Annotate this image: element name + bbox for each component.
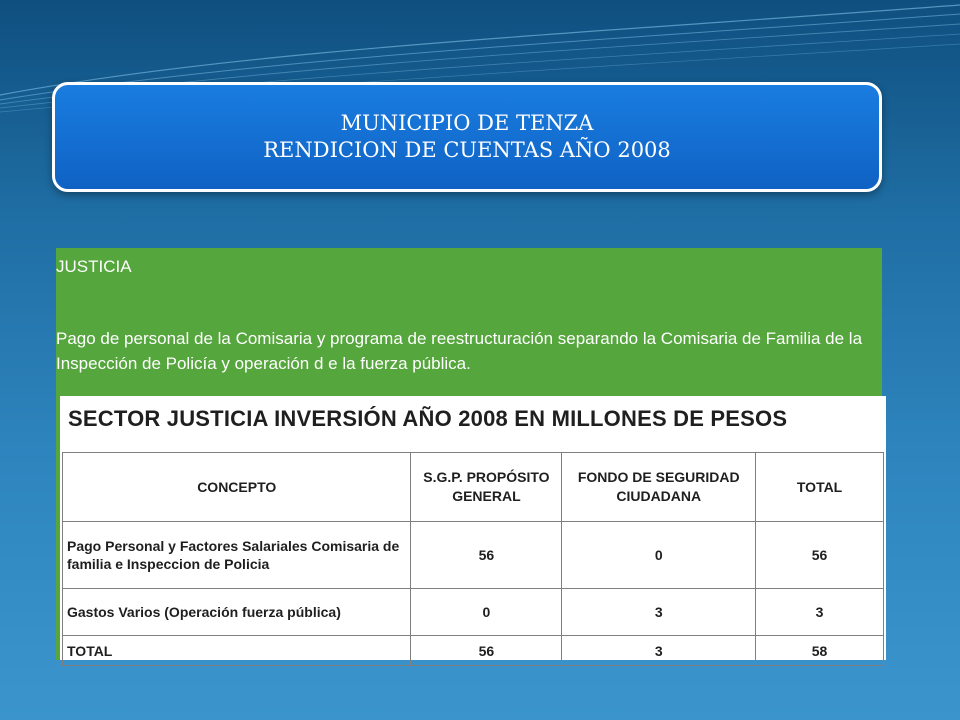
cell-fondo: 0 (562, 522, 756, 589)
cell-total: 56 (756, 522, 884, 589)
table-header-row (63, 453, 884, 522)
header-concept: CONCEPTO (63, 453, 411, 522)
cell-concept: Gastos Varios (Operación fuerza pública) (63, 589, 411, 636)
section-description: Pago de personal de la Comisaria y programa de reestructuración separando la Comisaria de Familia de la Inspección de Policía y operación d e la fuerza pública. (56, 329, 863, 373)
cell-concept: Pago Personal y Factores Salariales Comisaria de familia e Inspeccion de Policia (63, 522, 411, 589)
cell-sgp: 0 (411, 589, 562, 636)
section-heading: JUSTICIA (56, 257, 132, 276)
cell-concept: TOTAL (63, 636, 411, 666)
cell-total: 3 (756, 589, 884, 636)
cell-total: 58 (756, 636, 884, 666)
table-row (63, 522, 884, 589)
table-row (63, 589, 884, 636)
slide-title-box (52, 82, 882, 192)
table-title: SECTOR JUSTICIA INVERSIÓN AÑO 2008 EN MILLONES DE PESOS (68, 406, 788, 431)
slide-title-line1: MUNICIPIO DE TENZA (340, 111, 594, 135)
header-sgp: S.G.P. PROPÓSITO GENERAL (411, 453, 562, 522)
cell-sgp: 56 (411, 522, 562, 589)
investment-table (62, 452, 884, 666)
investment-table-image (60, 396, 886, 660)
cell-sgp: 56 (411, 636, 562, 666)
cell-fondo: 3 (562, 589, 756, 636)
slide-title-line2: RENDICION DE CUENTAS AÑO 2008 (263, 138, 671, 162)
table-total-row (63, 636, 884, 666)
header-fondo: FONDO DE SEGURIDAD CIUDADANA (562, 453, 756, 522)
header-total: TOTAL (756, 453, 884, 522)
cell-fondo: 3 (562, 636, 756, 666)
